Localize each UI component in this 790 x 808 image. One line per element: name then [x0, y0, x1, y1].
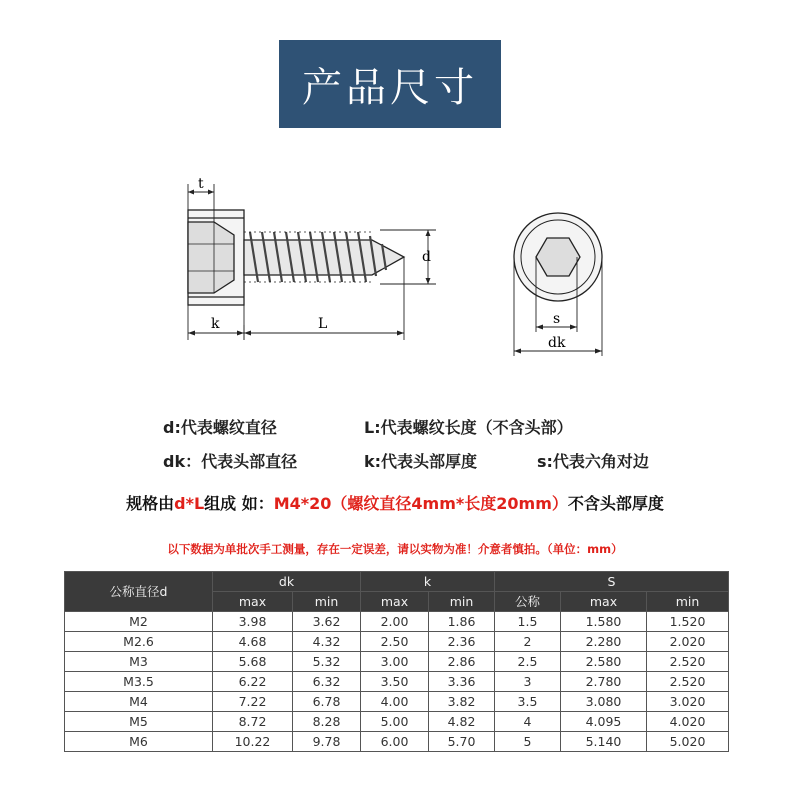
- table-cell: 3.080: [561, 692, 647, 712]
- measurement-note: 以下数据为单批次手工测量，存在一定误差，请以实物为准！介意者慎拍。（单位：mm）: [167, 542, 623, 556]
- table-body: [65, 612, 729, 752]
- table-cell: 2: [495, 632, 561, 652]
- label-L: L: [318, 316, 328, 332]
- table-cell: 6.22: [213, 672, 293, 692]
- table-cell: M6: [65, 732, 213, 752]
- table-cell: 2.520: [647, 672, 729, 692]
- table-cell: 2.00: [361, 612, 429, 632]
- subheader-k-min: min: [429, 592, 495, 612]
- subheader-dk-max: max: [213, 592, 293, 612]
- table-row: [65, 652, 729, 672]
- table-cell: M2: [65, 612, 213, 632]
- subheader-s-min: min: [647, 592, 729, 612]
- table-cell: 4.32: [293, 632, 361, 652]
- table-cell: 6.00: [361, 732, 429, 752]
- spec-description: [0, 491, 790, 514]
- table-cell: 3.50: [361, 672, 429, 692]
- spec-formula: d*L: [174, 494, 205, 513]
- screw-side-view: [188, 210, 404, 305]
- table-cell: 9.78: [293, 732, 361, 752]
- spec-mid: 组成 如：: [204, 494, 274, 513]
- legend-k: k:代表头部厚度: [364, 452, 478, 471]
- table-cell: 3.020: [647, 692, 729, 712]
- table-cell: 3.98: [213, 612, 293, 632]
- table-cell: 8.72: [213, 712, 293, 732]
- subheader-s-max: max: [561, 592, 647, 612]
- table-cell: M2.6: [65, 632, 213, 652]
- table-cell: 4.68: [213, 632, 293, 652]
- table-cell: 3.62: [293, 612, 361, 632]
- table-cell: 3.5: [495, 692, 561, 712]
- legend-d: d:代表螺纹直径: [163, 418, 277, 437]
- header-nominal-diameter: 公称直径d: [65, 572, 213, 612]
- table-row: [65, 672, 729, 692]
- table-cell: 2.5: [495, 652, 561, 672]
- header-dk: dk: [213, 572, 361, 592]
- table-cell: 4.00: [361, 692, 429, 712]
- table-cell: 6.78: [293, 692, 361, 712]
- table-cell: 2.280: [561, 632, 647, 652]
- table-cell: 4: [495, 712, 561, 732]
- header-s: S: [495, 572, 729, 592]
- label-dk: dk: [548, 335, 566, 351]
- legend-L: L:代表螺纹长度（不含头部）: [364, 418, 573, 437]
- table-cell: 3.82: [429, 692, 495, 712]
- legend-dk: dk：代表头部直径: [163, 452, 298, 471]
- label-t: t: [198, 176, 204, 192]
- table-cell: 2.36: [429, 632, 495, 652]
- header-k: k: [361, 572, 495, 592]
- spec-suffix: 不含头部厚度: [567, 494, 664, 513]
- table-cell: 2.020: [647, 632, 729, 652]
- table-cell: 8.28: [293, 712, 361, 732]
- page-title: 产品尺寸: [279, 40, 501, 128]
- table-cell: 4.095: [561, 712, 647, 732]
- table-cell: 4.82: [429, 712, 495, 732]
- table-cell: 4.020: [647, 712, 729, 732]
- label-d: d: [422, 249, 431, 265]
- table-cell: M3.5: [65, 672, 213, 692]
- table-cell: 5.00: [361, 712, 429, 732]
- table-cell: 10.22: [213, 732, 293, 752]
- table-cell: 3.00: [361, 652, 429, 672]
- subheader-k-max: max: [361, 592, 429, 612]
- table-cell: 1.5: [495, 612, 561, 632]
- table-cell: 6.32: [293, 672, 361, 692]
- screw-top-view: [514, 213, 602, 301]
- table-cell: 2.780: [561, 672, 647, 692]
- table-cell: 2.50: [361, 632, 429, 652]
- table-cell: M3: [65, 652, 213, 672]
- table-row: [65, 712, 729, 732]
- subheader-dk-min: min: [293, 592, 361, 612]
- table-cell: 5.140: [561, 732, 647, 752]
- table-cell: 5.68: [213, 652, 293, 672]
- table-cell: 7.22: [213, 692, 293, 712]
- hex-socket: [188, 222, 234, 293]
- spec-example: M4*20（螺纹直径4mm*长度20mm）: [273, 494, 568, 513]
- dimension-table: [64, 571, 729, 752]
- table-cell: 5: [495, 732, 561, 752]
- table-cell: 3.36: [429, 672, 495, 692]
- label-k: k: [211, 316, 220, 332]
- screw-dimension-diagram: [0, 170, 790, 370]
- legend-s: s:代表六角对边: [537, 452, 649, 471]
- table-cell: 1.86: [429, 612, 495, 632]
- table-row: [65, 612, 729, 632]
- table-row: [65, 692, 729, 712]
- table-cell: 2.580: [561, 652, 647, 672]
- table-cell: 1.580: [561, 612, 647, 632]
- table-cell: 5.32: [293, 652, 361, 672]
- table-cell: 5.020: [647, 732, 729, 752]
- label-s: s: [553, 311, 561, 327]
- table-cell: 2.86: [429, 652, 495, 672]
- table-cell: M5: [65, 712, 213, 732]
- table-cell: 5.70: [429, 732, 495, 752]
- table-cell: M4: [65, 692, 213, 712]
- table-row: [65, 732, 729, 752]
- subheader-s-nominal: 公称: [495, 592, 561, 612]
- spec-prefix: 规格由: [126, 494, 175, 513]
- table-cell: 1.520: [647, 612, 729, 632]
- table-row: [65, 632, 729, 652]
- table-cell: 3: [495, 672, 561, 692]
- table-cell: 2.520: [647, 652, 729, 672]
